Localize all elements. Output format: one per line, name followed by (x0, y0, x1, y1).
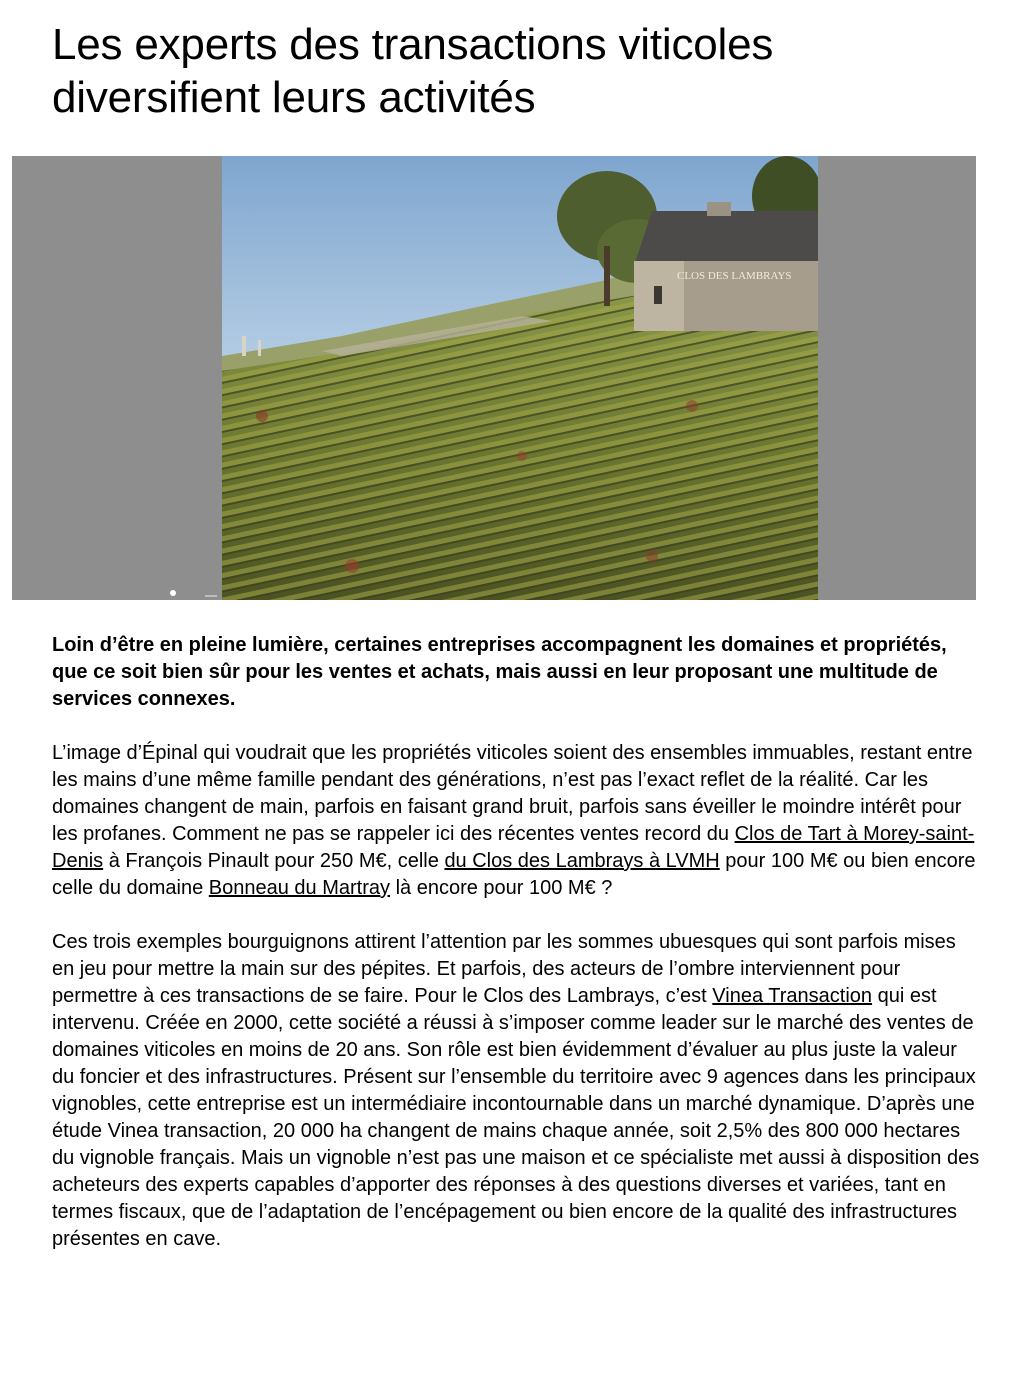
carousel-dot[interactable] (170, 590, 176, 596)
image-carousel[interactable] (12, 156, 976, 600)
paragraph-text: là encore pour 100 M€ ? (390, 877, 613, 899)
paragraph-text: Ces trois exemples bourguignons attirent l’attention par les sommes ubuesques qui sont parfois mises en jeu pour mettre la main sur des pépites. Et parfois, des acteurs de l’ombre interviennent pour permettre à ces transactions de se faire. Pour le Clos des Lambrays, c’est (52, 931, 956, 1007)
paragraph-text: pour 100 M€ ou bien encore celle du domaine (52, 850, 976, 899)
vineyard-photo (222, 156, 818, 600)
article-title: Les experts des transactions viticoles diversifient leurs activités (52, 20, 774, 122)
article-paragraph (52, 929, 982, 1253)
carousel-indicator[interactable] (205, 595, 217, 597)
paragraph-text: qui est intervenu. Créée en 2000, cette société a réussi à s’imposer comme leader sur le marché des ventes de domaines viticoles en moins de 20 ans. Son rôle est bien évidemment d’évaluer au plus juste la valeur du foncier et des infrastructures. Présent sur l’ensemble du territoire avec 9 agences dans les principaux vignobles, cette entreprise est un intermédiaire incontournable dans un marché dynamique. D’après une étude Vinea transaction, 20 000 ha changent de mains chaque année, soit 2,5% des 800 000 hectares du vignoble français. Mais un vignoble n’est pas une maison et ce spécialiste met aussi à disposition des acheteurs des experts capables d’apporter des réponses à des questions diverses et variées, tant en termes fiscaux, que de l’adaptation de l’encépagement ou bien encore de la qualité des infrastructures présentes en cave. (52, 985, 980, 1250)
clos-de-tart-link[interactable]: Clos de Tart à Morey-saint-Denis (52, 823, 975, 872)
article-lead: Loin d’être en pleine lumière, certaines entreprises accompagnent les domaines et propriétés, que ce soit bien sûr pour les ventes et achats, mais aussi en leur proposant une multitude de services connexes. (52, 634, 947, 710)
article-body (52, 632, 982, 1280)
clos-des-lambrays-link[interactable]: du Clos des Lambrays à LVMH (444, 850, 720, 872)
paragraph-text: à François Pinault pour 250 M€, celle (103, 850, 445, 872)
bonneau-du-martray-link[interactable]: Bonneau du Martray (208, 877, 391, 899)
paragraph-text: L’image d’Épinal qui voudrait que les propriétés viticoles soient des ensembles immuables, restant entre les mains d’une même famille pendant des générations, n’est pas l’exact reflet de la réalité. Car les domaines changent de main, parfois en faisant grand bruit, parfois sans éveiller le moindre intérêt pour les profanes. Comment ne pas se rappeler ici des récentes ventes record du (52, 742, 973, 845)
vinea-transaction-link[interactable]: Vinea Transaction (712, 985, 873, 1007)
vineyard-illustration (222, 156, 818, 600)
article-paragraph (52, 740, 982, 902)
clos-des-lambrays-sign: CLOS DES LAMBRAYS (677, 270, 792, 282)
